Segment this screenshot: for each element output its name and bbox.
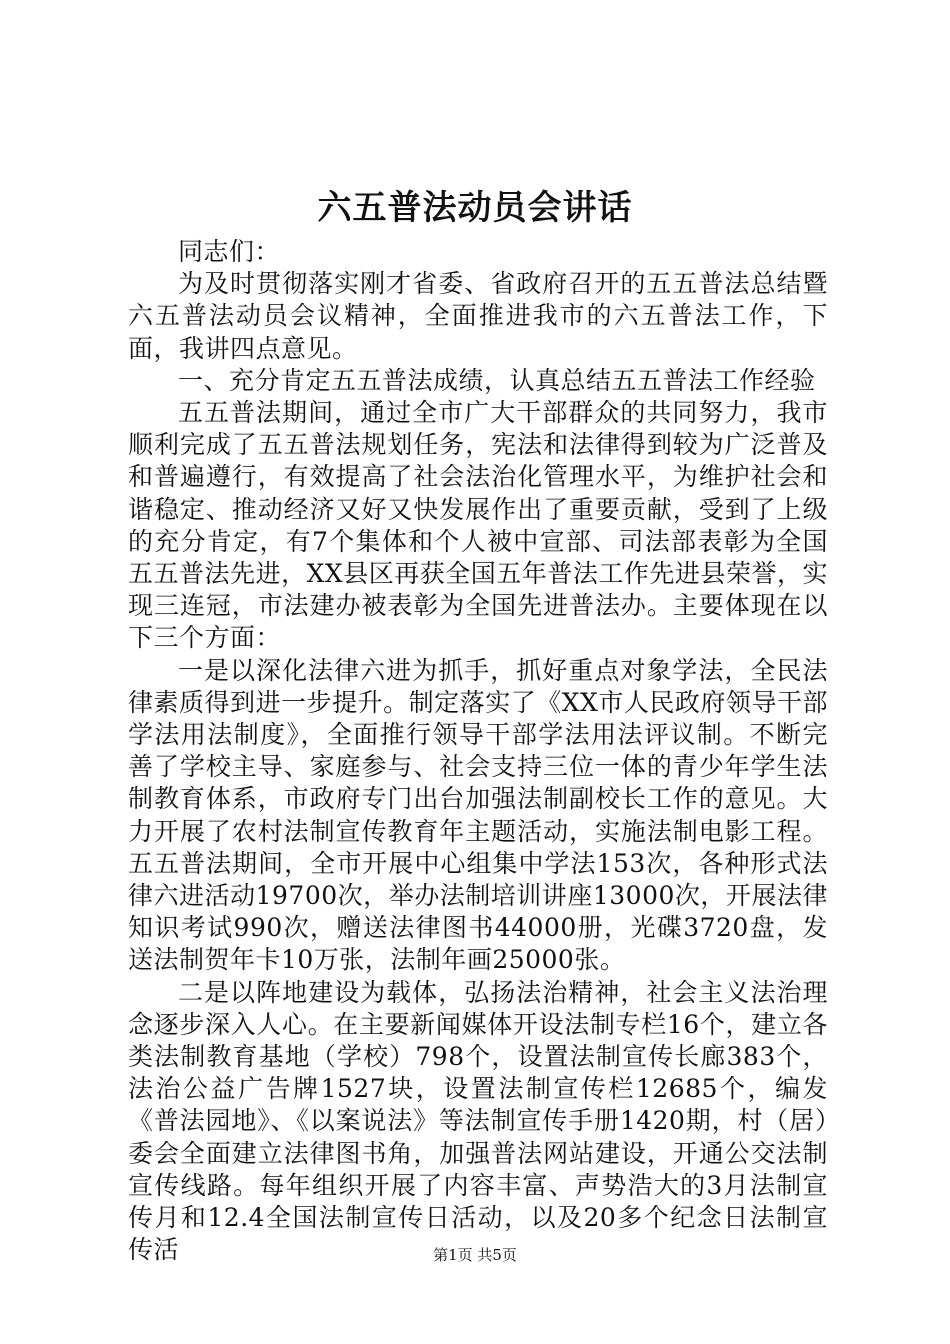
document-body (128, 236, 828, 1267)
paragraph-intro: 为及时贯彻落实刚才省委、省政府召开的五五普法总结暨六五普法动员会议精神，全面推进我市的六五普法工作，下面，我讲四点意见。 (128, 269, 828, 363)
paragraph-point-2: 二是以阵地建设为载体，弘扬法治精神，社会主义法治理念逐步深入人心。在主要新闻媒体开设法制专栏16个，建立各类法制教育基地（学校）798个，设置法制宣传长廊383个，法治公益广告牌1527块，设置法制宣传栏12685个，编发《普法园地》、《以案说法》等法制宣传手册1420期，村（居）委会全面建立法律图书角，加强普法网站建设，开通公交法制宣传线路。每年组织开展了内容丰富、声势浩大的3月法制宣传月和12.4全国法制宣传日活动，以及20多个纪念日法制宣传活 (128, 977, 828, 1265)
page-number-footer: 第1页 共5页 (433, 1246, 517, 1264)
paragraph-point-1: 一是以深化法律六进为抓手，抓好重点对象学法，全民法律素质得到进一步提升。制定落实了《XX市人民政府领导干部学法用法制度》，全面推行领导干部学法用法评议制。不断完善了学校主导、家庭参与、社会支持三位一体的青少年学生法制教育体系，市政府专门出台加强法制副校长工作的意见。大力开展了农村法制宣传教育年主题活动，实施法制电影工程。五五普法期间，全市开展中心组集中学法153次，各种形式法律六进活动19700次，举办法制培训讲座13000次，开展法律知识考试990次，赠送法律图书44000册，光碟3720盘，发送法制贺年卡10万张，法制年画25000张。 (128, 655, 828, 975)
paragraph-salutation: 同志们： (178, 237, 281, 266)
section-heading-1: 一、充分肯定五五普法成绩，认真总结五五普法工作经验 (178, 365, 816, 395)
paragraph-achievements: 五五普法期间，通过全市广大干部群众的共同努力，我市顺利完成了五五普法规划任务，宪法和法律得到较为广泛普及和普遍遵行，有效提高了社会法治化管理水平，为维护社会和谐稳定、推动经济又好又快发展作出了重要贡献，受到了上级的充分肯定，有7个集体和个人被中宣部、司法部表彰为全国五五普法先进，XX县区再获全国五年普法工作先进县荣誉，实现三连冠，市法建办被表彰为全国先进普法办。主要体现在以下三个方面： (128, 398, 828, 653)
document-title: 六五普法动员会讲话 (317, 188, 633, 228)
